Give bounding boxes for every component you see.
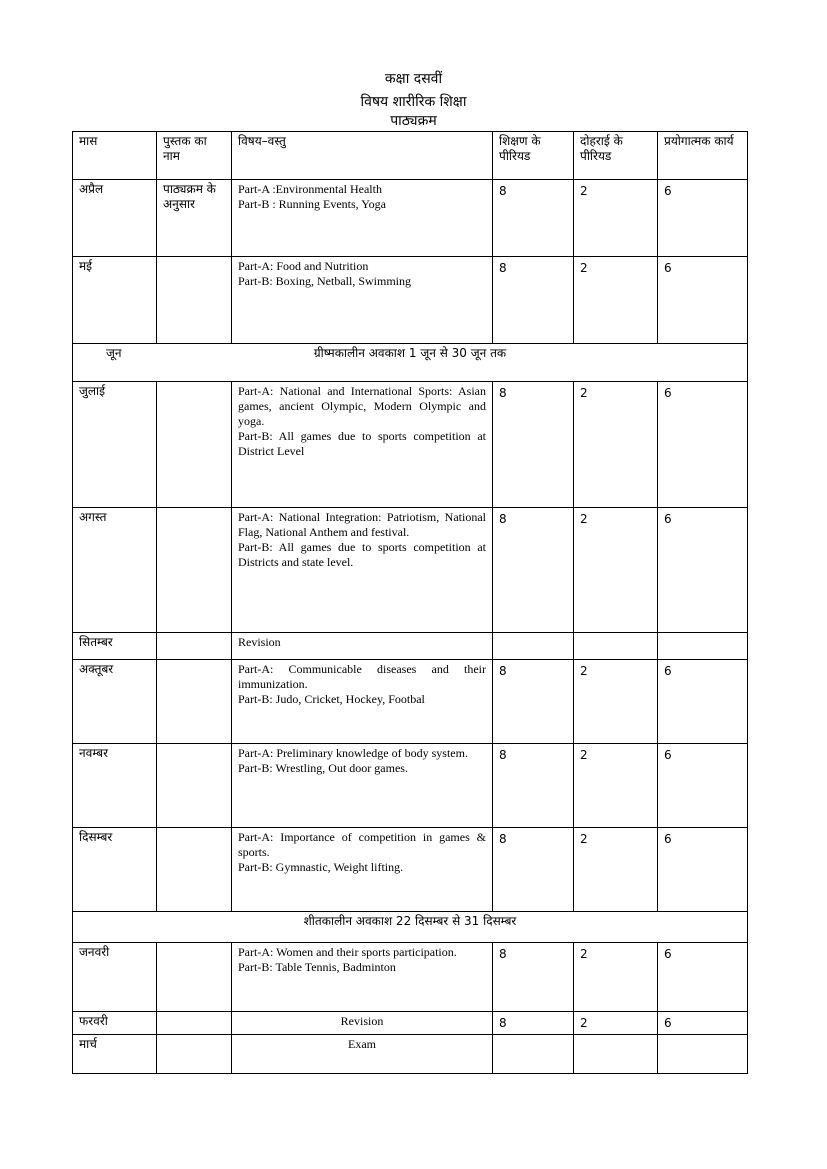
teaching-periods: 8 [493,744,574,828]
practical-work [658,633,748,660]
month-cell: जनवरी [73,943,157,1012]
part-a-text: Part-A: National and International Sports: Asian games, ancient Olympic, Modern Olympic and yoga. [238,384,486,428]
table-row [73,180,748,257]
topic-cell [232,382,493,508]
revision-periods: 2 [574,744,658,828]
topic-cell [232,943,493,1012]
part-b-text: Part-B: All games due to sports competition at District Level [238,429,486,458]
part-a-text: Part-A :Environmental Health [238,182,382,196]
column-header: प्रयोगात्मक कार्य [658,132,748,180]
table-row [73,1035,748,1074]
practical-work: 6 [658,508,748,633]
practical-work: 6 [658,180,748,257]
practical-work: 6 [658,828,748,912]
teaching-periods: 8 [493,1012,574,1035]
teaching-periods: 8 [493,257,574,344]
book-cell [157,1012,232,1035]
revision-periods: 2 [574,257,658,344]
part-b-text: Part-B: Boxing, Netball, Swimming [238,274,411,288]
column-header: शिक्षण के पीरियड [493,132,574,180]
table-row [73,508,748,633]
subject-title: विषय शारीरिक शिक्षा [360,94,467,110]
revision-periods [574,1035,658,1074]
book-cell [157,1035,232,1074]
topic-cell [232,180,493,257]
book-cell: पाठ्यक्रम के अनुसार [157,180,232,257]
month-cell: नवम्बर [73,744,157,828]
month-cell: मार्च [73,1035,157,1074]
teaching-periods: 8 [493,180,574,257]
exam-text: Exam [348,1037,376,1051]
part-a-text: Part-A: Importance of competition in games & sports. [238,830,486,859]
column-header: दोहराई के पीरियड [574,132,658,180]
table-header-row [73,132,748,180]
part-a-text: Part-A: Preliminary knowledge of body system. [238,746,468,760]
month-cell: फरवरी [73,1012,157,1035]
part-a-text: Part-A: Food and Nutrition [238,259,369,273]
month-cell: जुलाई [73,382,157,508]
book-cell [157,382,232,508]
topic-cell [232,828,493,912]
summer-break-row [73,344,748,382]
teaching-periods [493,633,574,660]
teaching-periods: 8 [493,660,574,744]
summer-break-text: ग्रीष्मकालीन अवकाश 1 जून से 30 जून तक [313,346,507,360]
topic-cell [232,744,493,828]
practical-work: 6 [658,257,748,344]
teaching-periods: 8 [493,943,574,1012]
topic-cell [232,633,493,660]
part-a-text: Part-A: Women and their sports participation. [238,945,457,959]
revision-periods: 2 [574,180,658,257]
practical-work: 6 [658,943,748,1012]
table-row [73,660,748,744]
practical-work: 6 [658,382,748,508]
revision-periods: 2 [574,382,658,508]
table-row [73,744,748,828]
column-header: मास [73,132,157,180]
part-b-text: Part-B: All games due to sports competition at Districts and state level. [238,540,486,569]
column-header: पुस्तक का नाम [157,132,232,180]
part-b-text: Part-B : Running Events, Yoga [238,197,387,211]
table-row [73,943,748,1012]
practical-work: 6 [658,660,748,744]
topic-cell [232,660,493,744]
topic-cell [232,1035,493,1074]
teaching-periods: 8 [493,382,574,508]
book-cell [157,744,232,828]
table-row [73,633,748,660]
book-cell [157,508,232,633]
topic-cell [232,257,493,344]
month-cell: अप्रैल [73,180,157,257]
revision-periods [574,633,658,660]
book-cell [157,257,232,344]
winter-break-text: शीतकालीन अवकाश 22 दिसम्बर से 31 दिसम्बर [303,914,517,928]
break-month: जून [106,346,122,360]
part-a-text: Part-A: Communicable diseases and their immunization. [238,662,486,691]
month-cell: दिसम्बर [73,828,157,912]
part-b-text: Part-B: Table Tennis, Badminton [238,960,396,974]
part-b-text: Part-B: Gymnastic, Weight lifting. [238,860,404,874]
month-cell: सितम्बर [73,633,157,660]
book-cell [157,633,232,660]
syllabus-table [72,131,748,1074]
column-header: विषय–वस्तु [232,132,493,180]
revision-periods: 2 [574,508,658,633]
winter-break-row [73,912,748,943]
month-cell: मई [73,257,157,344]
part-b-text: Part-B: Wrestling, Out door games. [238,761,408,775]
month-cell: अक्तूबर [73,660,157,744]
part-a-text: Part-A: National Integration: Patriotism, National Flag, National Anthem and festival. [238,510,486,539]
syllabus-title: पाठ्यक्रम [390,113,437,129]
practical-work [658,1035,748,1074]
practical-work: 6 [658,744,748,828]
revision-text: Revision [340,1014,384,1028]
teaching-periods [493,1035,574,1074]
table-row [73,382,748,508]
revision-periods: 2 [574,828,658,912]
table-row [73,828,748,912]
teaching-periods: 8 [493,828,574,912]
table-row [73,257,748,344]
revision-periods: 2 [574,943,658,1012]
revision-periods: 2 [574,660,658,744]
part-b-text: Part-B: Judo, Cricket, Hockey, Footbal [238,692,425,706]
topic-cell [232,1012,493,1035]
month-cell: अगस्त [73,508,157,633]
practical-work: 6 [658,1012,748,1035]
book-cell [157,660,232,744]
class-title: कक्षा दसवीं [384,71,443,87]
book-cell [157,828,232,912]
revision-text: Revision [238,635,281,649]
book-cell [157,943,232,1012]
revision-periods: 2 [574,1012,658,1035]
table-row [73,1012,748,1035]
topic-cell [232,508,493,633]
teaching-periods: 8 [493,508,574,633]
